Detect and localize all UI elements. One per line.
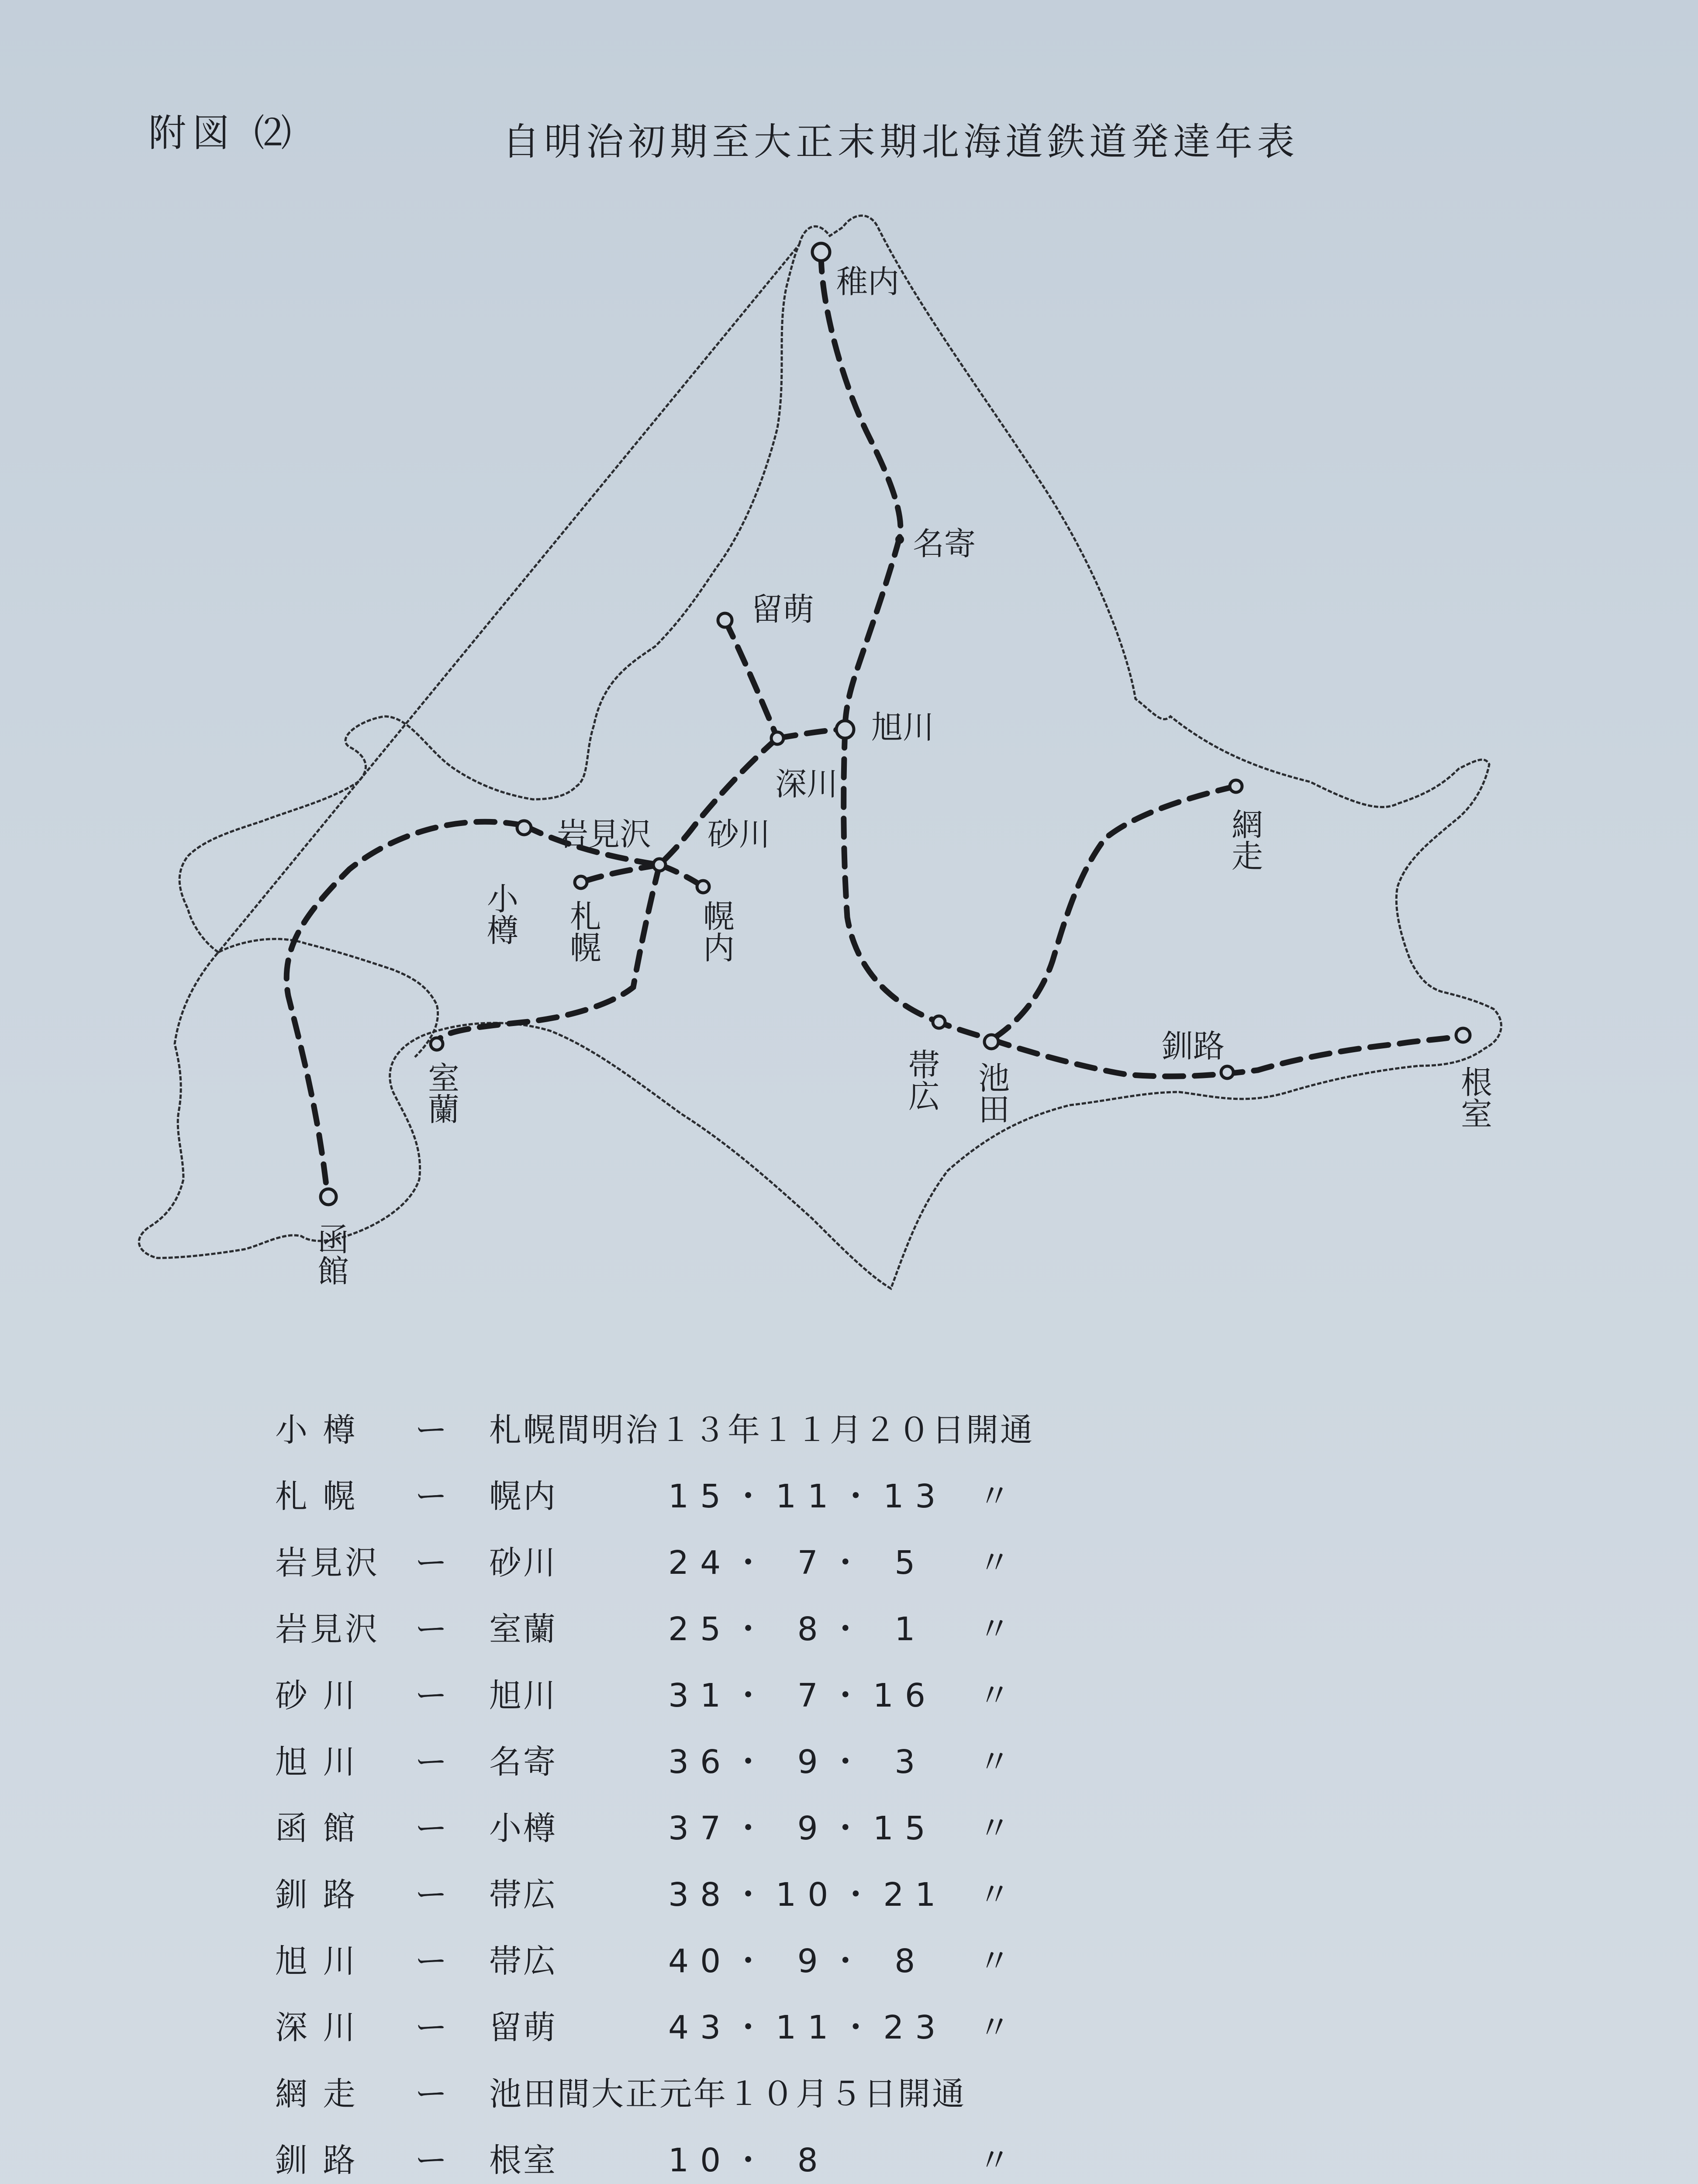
timeline-row (275, 1670, 1236, 1736)
row-ditto-mark: 〃 (978, 1876, 1011, 1914)
label-fukagawa: 深川 (775, 766, 839, 802)
row-to: 根室 (489, 2142, 557, 2179)
row-date: 36・ 9・ 3 (668, 1743, 927, 1781)
row-date: 38・10・21 (668, 1876, 947, 1914)
row-from: 釧 路 (275, 1876, 358, 1914)
station-marker-sapporo (575, 876, 587, 888)
row-ditto-mark: 〃 (978, 1743, 1011, 1781)
row-to: 旭川 (489, 1677, 557, 1714)
row-date: 40・ 9・ 8 (668, 1942, 927, 1980)
station-marker-abashiri (1230, 780, 1242, 792)
row-to: 池田間大正元年１０月５日開通 (489, 2075, 966, 2113)
label-nemuro: 根室 (1456, 1066, 1492, 1129)
timeline-row (275, 2135, 1236, 2184)
opening-timeline (275, 1404, 1236, 2184)
timeline-row (275, 1803, 1236, 1869)
station-marker-horonai (697, 881, 709, 893)
station-marker-rumoi (718, 613, 732, 627)
row-to: 帯広 (489, 1876, 557, 1914)
row-ditto-mark: 〃 (978, 2142, 1011, 2179)
station-marker-sunagawa (653, 859, 666, 871)
timeline-row (275, 1537, 1236, 1603)
label-muroran: 室蘭 (423, 1061, 459, 1124)
row-date: 37・ 9・15 (668, 1810, 937, 1847)
row-from: 深 川 (275, 2009, 358, 2046)
row-date: 31・ 7・16 (668, 1677, 937, 1714)
station-marker-nemuro (1456, 1028, 1470, 1042)
label-otaru: 小樽 (482, 882, 518, 945)
row-dash: ー (415, 2142, 447, 2179)
timeline-row (275, 1603, 1236, 1670)
row-to: 砂川 (489, 1544, 557, 1582)
station-marker-ikeda (984, 1035, 998, 1049)
row-ditto-mark: 〃 (978, 1677, 1011, 1714)
timeline-row (275, 1869, 1236, 1935)
row-dash: ー (415, 2075, 447, 2113)
station-marker-asahikawa (836, 721, 854, 738)
row-dash: ー (415, 2009, 447, 2046)
timeline-row (275, 1736, 1236, 1803)
row-from: 釧 路 (275, 2142, 358, 2179)
label-nayoro: 名寄 (913, 525, 976, 562)
row-to: 幌内 (489, 1478, 557, 1515)
timeline-row (275, 2002, 1236, 2068)
label-iwamizawa: 岩見沢 (557, 816, 652, 853)
timeline-row (275, 1935, 1236, 2002)
row-to: 室蘭 (489, 1610, 557, 1648)
timeline-row (275, 2068, 1236, 2135)
label-asahikawa: 旭川 (871, 709, 935, 746)
figure-label: 附図 ⑵ (148, 111, 298, 155)
label-hakodate: 函館 (312, 1223, 349, 1286)
row-dash: ー (415, 1677, 447, 1714)
station-marker-hakodate (321, 1189, 336, 1205)
row-from: 旭 川 (275, 1942, 358, 1980)
label-kushiro: 釧路 (1162, 1028, 1225, 1064)
label-ikeda: 池田 (973, 1061, 1010, 1124)
row-date: 10・ 8 (668, 2142, 829, 2179)
label-obihiro: 帯広 (903, 1048, 940, 1111)
row-ditto-mark: 〃 (978, 1942, 1011, 1980)
label-horonai: 幌内 (698, 900, 735, 963)
row-dash: ー (415, 1942, 447, 1980)
row-dash: ー (415, 1876, 447, 1914)
station-marker-iwamizawa (517, 821, 531, 835)
row-from: 網 走 (275, 2075, 358, 2113)
station-marker-nayoro (895, 535, 904, 544)
row-date: 25・ 8・ 1 (668, 1610, 927, 1648)
row-ditto-mark: 〃 (978, 1810, 1011, 1847)
station-marker-kushiro (1221, 1066, 1233, 1078)
row-to: 札幌間明治１３年１１月２０日開通 (489, 1411, 1034, 1449)
row-date: 24・ 7・ 5 (668, 1544, 927, 1582)
row-to: 名寄 (489, 1743, 557, 1781)
station-marker-fukagawa (771, 732, 783, 744)
timeline-row (275, 1471, 1236, 1537)
label-rumoi: 留萌 (751, 591, 814, 628)
row-from: 砂 川 (275, 1677, 358, 1714)
row-from: 札 幌 (275, 1478, 358, 1515)
row-dash: ー (415, 1478, 447, 1515)
row-dash: ー (415, 1810, 447, 1847)
label-sapporo: 札幌 (565, 900, 601, 963)
station-marker-wakkanai (812, 243, 830, 261)
row-to: 小樽 (489, 1810, 557, 1847)
timeline-row (275, 1404, 1236, 1471)
row-from: 函 館 (275, 1810, 358, 1847)
row-to: 帯広 (489, 1942, 557, 1980)
label-wakkanai: 稚内 (836, 263, 900, 300)
row-from: 小 樽 (275, 1411, 358, 1449)
label-sunagawa: 砂川 (708, 816, 771, 853)
row-ditto-mark: 〃 (978, 1544, 1011, 1582)
station-labels (312, 263, 1492, 1286)
row-from: 旭 川 (275, 1743, 358, 1781)
row-dash: ー (415, 1544, 447, 1582)
row-dash: ー (415, 1610, 447, 1648)
station-marker-obihiro (933, 1016, 945, 1028)
row-to: 留萌 (489, 2009, 557, 2046)
row-ditto-mark: 〃 (978, 1610, 1011, 1648)
row-dash: ー (415, 1411, 447, 1449)
row-ditto-mark: 〃 (978, 2009, 1011, 2046)
row-ditto-mark: 〃 (978, 1478, 1011, 1515)
station-marker-muroran (431, 1038, 443, 1050)
label-abashiri: 網走 (1226, 808, 1263, 871)
row-date: 43・11・23 (668, 2009, 947, 2046)
row-from: 岩見沢 (275, 1610, 380, 1648)
row-from: 岩見沢 (275, 1544, 380, 1582)
document-title: 自明治初期至大正末期北海道鉄道発達年表 (502, 120, 1299, 164)
coastline (139, 216, 1501, 1289)
row-dash: ー (415, 1743, 447, 1781)
row-date: 15・11・13 (668, 1478, 947, 1515)
